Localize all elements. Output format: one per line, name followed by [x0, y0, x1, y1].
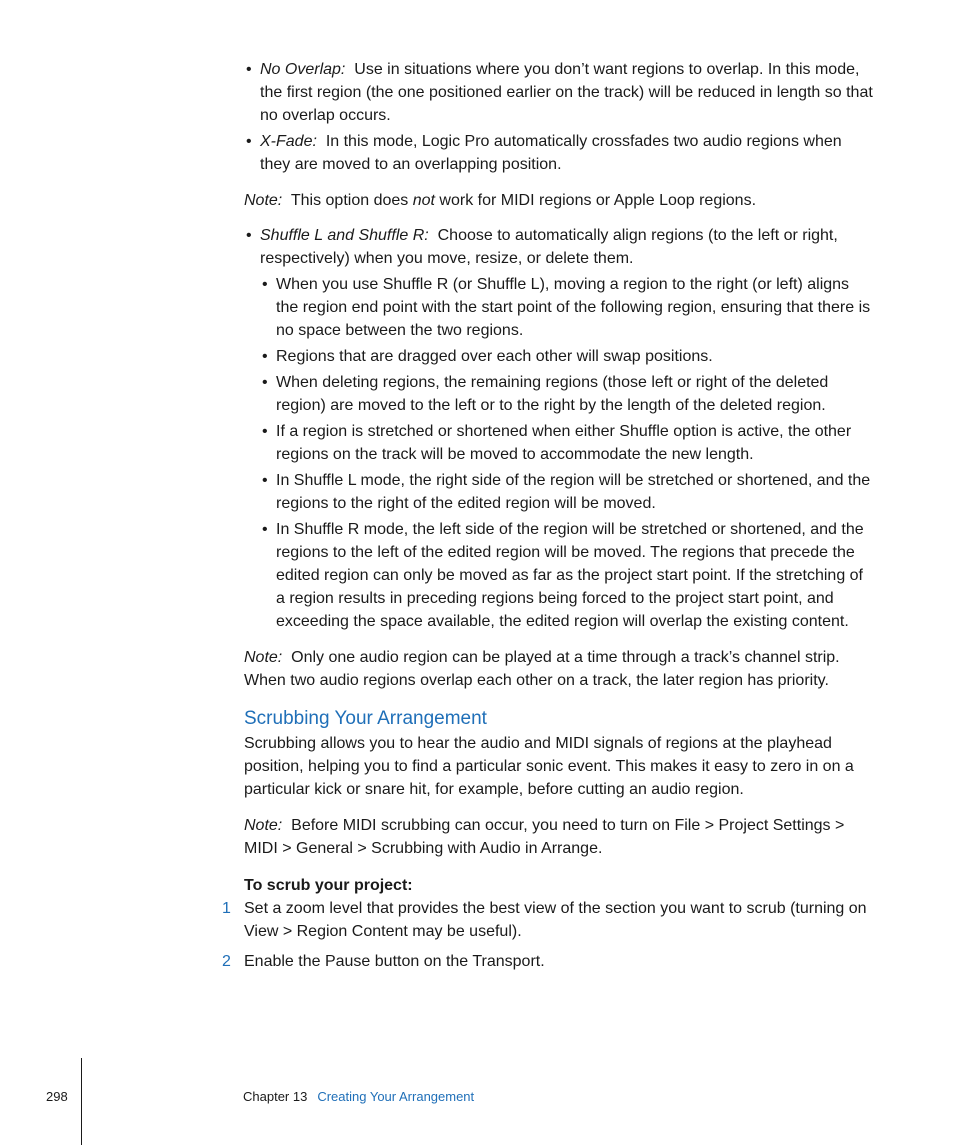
- note-text: Before MIDI scrubbing can occur, you need to turn on File > Project Settings > MIDI > General > Scrubbing with Audio in Arrange.: [244, 817, 845, 857]
- bullet-text: Choose to automatically align regions (to the left or right, respectively) when you move, resize, or delete them.: [260, 227, 838, 267]
- page-number: 298: [46, 1089, 68, 1104]
- sub-bullet: • When you use Shuffle R (or Shuffle L), moving a region to the right (or left) aligns the region end point with the start point of the following region, ensuring that there is no space between the two regions.: [260, 273, 874, 342]
- sub-bullet: • When deleting regions, the remaining regions (those left or right of the deleted region) are moved to the left or to the right by the length of the deleted region.: [260, 371, 874, 417]
- bullet-text: In this mode, Logic Pro automatically crossfades two audio regions when they are moved to an overlapping position.: [260, 133, 842, 173]
- step-text: Enable the Pause button on the Transport.: [244, 953, 545, 970]
- note-channel-strip: [244, 646, 874, 692]
- note-label: Note:: [244, 192, 283, 209]
- section-heading: Scrubbing Your Arrangement: [244, 708, 487, 729]
- term-shuffle: Shuffle L and Shuffle R:: [260, 227, 429, 244]
- note-emphasis: not: [412, 192, 435, 209]
- bullet-text: Use in situations where you don’t want regions to overlap. In this mode, the first region (the one positioned earlier on the track) will be reduced in length so that no overlap occurs.: [260, 61, 873, 124]
- term-x-fade: X-Fade:: [260, 133, 317, 150]
- task-step: [222, 950, 874, 973]
- bullet-no-overlap: [244, 58, 874, 127]
- step-text: Set a zoom level that provides the best view of the section you want to scrub (turning on View > Region Content may be useful).: [244, 900, 867, 940]
- chapter-title-link[interactable]: Creating Your Arrangement: [317, 1089, 475, 1104]
- sub-bullet: • Regions that are dragged over each other will swap positions.: [260, 345, 874, 368]
- sub-bullet: • In Shuffle L mode, the right side of the region will be stretched or shortened, and the regions to the right of the edited region will be moved.: [260, 469, 874, 515]
- note-midi-scrubbing: [244, 814, 874, 860]
- step-number: 1: [222, 900, 231, 917]
- task-title: To scrub your project:: [244, 877, 413, 894]
- bullet-shuffle: [244, 224, 874, 270]
- task-step: [222, 897, 874, 943]
- section-intro: Scrubbing allows you to hear the audio and MIDI signals of regions at the playhead position, helping you to find a particular sonic event. This makes it easy to zero in on a particular kick or snare hit, for example, before cutting an audio region.: [244, 735, 854, 798]
- note-label: Note:: [244, 649, 283, 666]
- step-number: 2: [222, 953, 231, 970]
- note-midi-loops: [244, 189, 874, 212]
- sub-bullet: • In Shuffle R mode, the left side of the region will be stretched or shortened, and the regions to the left of the edited region will be moved. The regions that precede the edited region can only be moved as far as the project start point. If the stretching of a region results in preceding regions being forced to the project start point, and exceeding the space available, the edited region will overlap the existing content.: [260, 518, 874, 633]
- sub-bullet: • If a region is stretched or shortened when either Shuffle option is active, the other regions on the track will be moved to accommodate the new length.: [260, 420, 874, 466]
- chapter-label: Chapter 13: [243, 1089, 308, 1104]
- page-content: [222, 58, 874, 980]
- footer-divider: [81, 1058, 82, 1145]
- note-text-after: work for MIDI regions or Apple Loop regions.: [439, 192, 757, 209]
- term-no-overlap: No Overlap:: [260, 61, 346, 78]
- bullet-x-fade: [244, 130, 874, 176]
- footer-chapter: [243, 1088, 474, 1106]
- note-label: Note:: [244, 817, 283, 834]
- note-text: Only one audio region can be played at a time through a track’s channel strip. When two audio regions overlap each other on a track, the later region has priority.: [244, 649, 840, 689]
- note-text-before: This option does: [290, 192, 409, 209]
